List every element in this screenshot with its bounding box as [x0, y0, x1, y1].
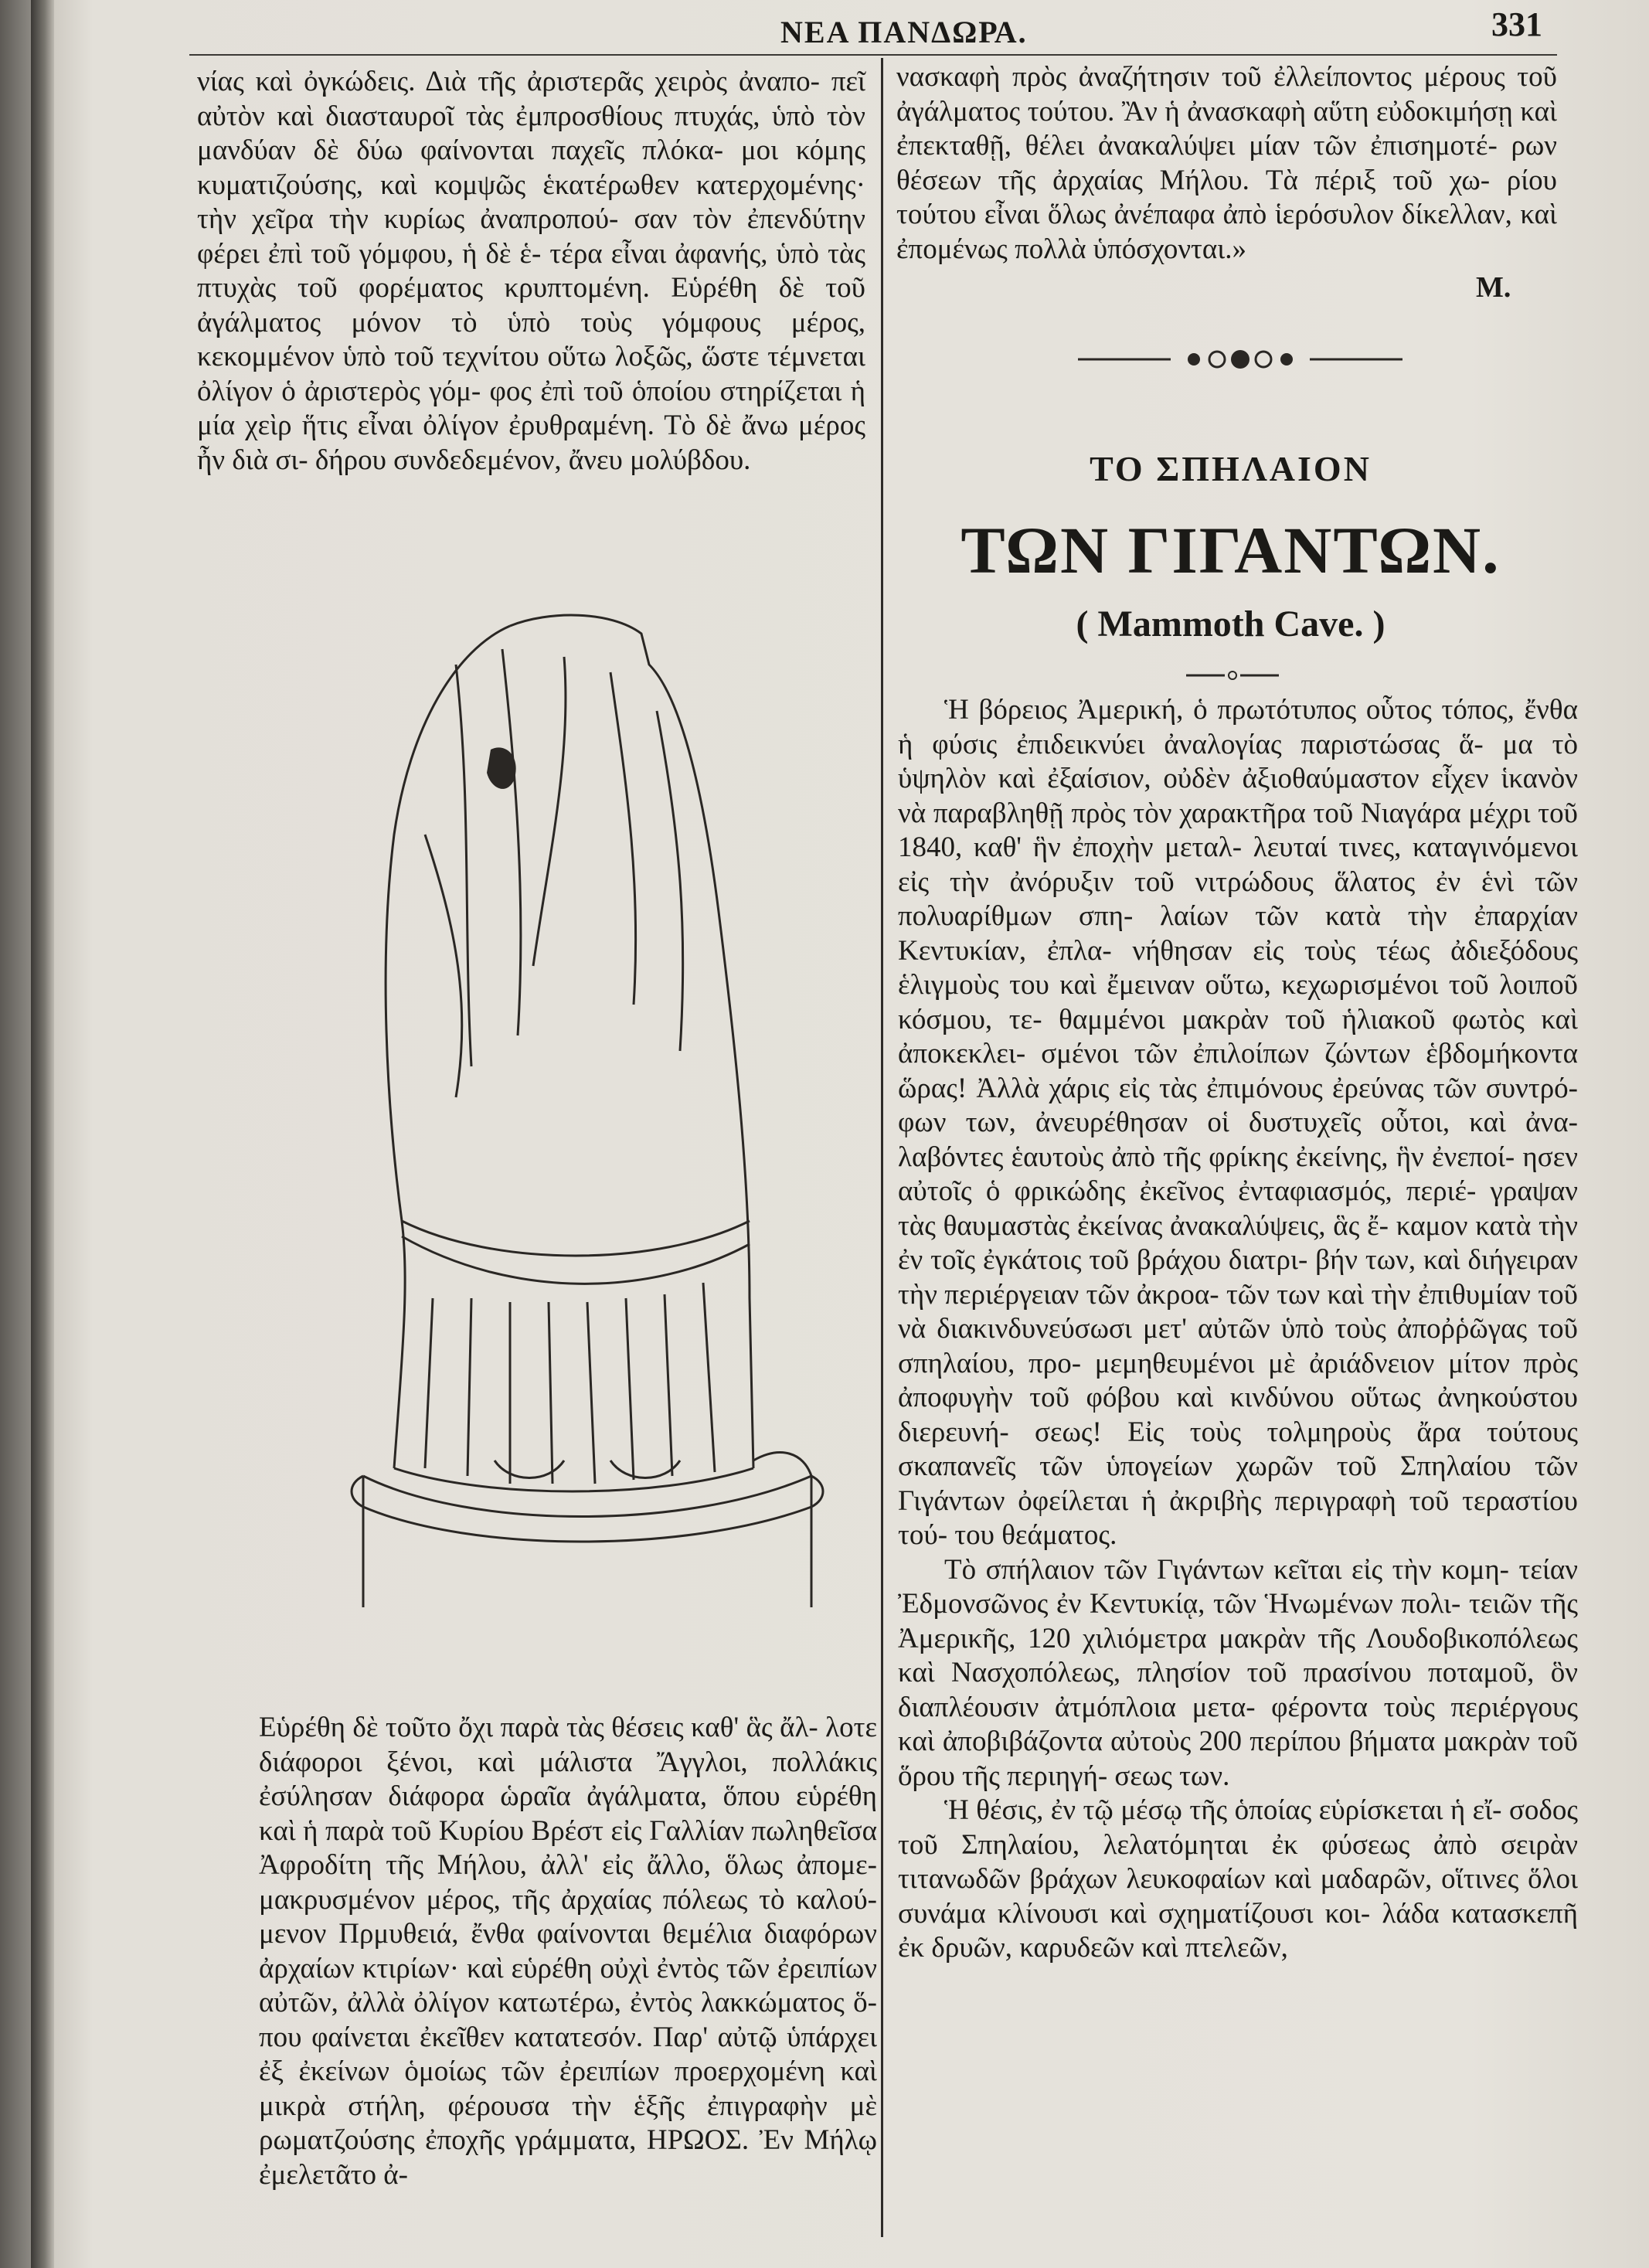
statue-illustration: [317, 603, 850, 1661]
statue-outline-right: [510, 615, 753, 1468]
discovery-paragraph: Εὑρέθη δὲ τοῦτο ὄχι παρὰ τὰς θέσεις καθ' ἃς ἄλ- λοτε διάφοροι ξένοι, καὶ μάλιστα Ἄγγλοι, πολλάκις ἐσύλησαν διάφορα ὡραῖα ἀγάλματα, ὅπου εὑρέθη καὶ ἡ παρὰ τοῦ Κυρίου Βρέστ εἰς Γαλλίαν πωληθεῖσα Ἀφροδίτη τῆς Μήλου, ἀλλ' εἰς ἄλλο, ὅλως ἀπομε- μακρυσμένον μέρος, τῆς ἀρχαίας πόλεως τὸ καλού- μενον Πρμυθειά, ἔνθα φαίνονται θεμέλια διαφόρων ἀρχαίων κτιρίων· καὶ εὑρέθη οὐχὶ ἐντὸς τῶν ἐρειπίων αὐτῶν, ἀλλὰ ὀλίγον κατωτέρω, ἐντὸς λακκώματος ὅ- που φαίνεται ἐκεῖθεν κατατεσόν. Παρ' αὐτῷ ὑπάρχει ἐξ ἐκείνων ὁμοίως τῶν ἐρειπίων προερχομένη καὶ μικρὰ στήλη, φέρουσα τὴν ἑξῆς ἐπιγραφὴν μὲ ρωματζούσης ἐποχῆς γράμματα, ΗΡΩΟΣ. Ἐν Μήλῳ ἐμελετᾶτο ἀ-: [259, 1712, 877, 2191]
statue-base: [363, 1453, 811, 1517]
running-head-title: ΝΕΑ ΠΑΝΔΩΡΑ.: [780, 15, 1028, 49]
section-ornament: [1078, 344, 1402, 375]
author-signature: Μ.: [1476, 271, 1511, 304]
left-column-bottom-text: [259, 1711, 877, 2192]
article-subtitle: ( Mammoth Cave. ): [1076, 604, 1386, 644]
draped-statue-drawing: [317, 603, 850, 1661]
header-rule: [189, 54, 1557, 56]
right-column-top-text: [896, 60, 1557, 267]
article-heading-line-2: ΤΩΝ ΓΙΓΑΝΤΩΝ.: [960, 513, 1501, 587]
subtitle-rule: [1186, 670, 1279, 681]
article-paragraph-3: Ἡ θέσις, ἐν τῷ μέσῳ τῆς ὁποίας εὑρίσκεται ἡ εἴ- σοδος τοῦ Σπηλαίου, λελατόμηται ἐκ φύσεως ἀπὸ σειρὰν τιτανωδῶν βράχων λευκοφαίων καὶ μαδαρῶν, οἵτινες ὅλοι συνάμα κλίνουσι καὶ σχηματίζουσι κοι- λάδα κατασκεπῆ ἐκ δρυῶν, καρυδεῶν καὶ πτελεῶν,: [898, 1794, 1578, 1964]
statue-description-paragraph: νίας καὶ ὀγκώδεις. Διὰ τῆς ἀριστερᾶς χειρὸς ἀναπο- πεῖ αὐτὸν καὶ διασταυροῖ τὰς ἐμπροσθίους πτυχάς, ὑπὸ τὸν μανδύαν δὲ δύω φαίνονται παχεῖς πλόκα- μοι κόμης κυματιζούσης, καὶ κομψῶς ἑκατέρωθεν κατερχομένης· τὴν χεῖρα τὴν κυρίως ἀναπροπού- σαν τὸν ἐπενδύτην φέρει ἐπὶ τοῦ γόμφου, ἡ δὲ ἑ- τέρα εἶναι ἀφανής, ὑπὸ τὰς πτυχὰς τοῦ φορέματος κρυπτομένη. Εὑρέθη δὲ τοῦ ἀγάλματος μόνον τὸ ὑπὸ τοὺς γόμφους μέρος, κεκομμένον ὑπὸ τοῦ τεχνίτου οὕτω λοξῶς, ὥστε τέμνεται ὀλίγον ὁ ἀριστερὸς γόμ- φος ἐπὶ τοῦ ὁποίου στηρίζεται ἡ μία χεὶρ ἥτις εἶναι ὀλίγον ἐρυθραμένη. Τὸ δὲ ἄνω μέρος ἦν διὰ σι- δήρου συνδεδεμένον, ἄνευ μολύβδου.: [197, 66, 865, 476]
article-paragraph-1: Ἡ βόρειος Ἀμερική, ὁ πρωτότυπος οὗτος τόπος, ἔνθα ἡ φύσις ἐπιδεικνύει ἀναλογίας παριστώσας ἅ- μα τὸ ὑψηλὸν καὶ ἐξαίσιον, οὐδὲν ἀξιοθαύμαστον εἶχεν ἱκανὸν νὰ παραβληθῇ πρὸς τὸν χαρακτῆρα τοῦ Νιαγάρα μέχρι τοῦ 1840, καθ' ἣν ἐποχὴν μεταλ- λευταί τινες, καταγινόμενοι εἰς τὴν ἀνόρυξιν τοῦ νιτρώδους ἅλατος ἐν ἑνὶ τῶν πολυαρίθμων σπη- λαίων τῶν κατὰ τὴν ἐπαρχίαν Κεντυκίαν, ἐπλα- νήθησαν εἰς τοὺς τέως ἀδιεξόδους ἑλιγμοὺς του καὶ ἔμειναν οὕτω, κεχωρισμένοι τοῦ λοιποῦ κόσμου, τε- θαμμένοι μακρὰν τοῦ ἡλιακοῦ φωτὸς καὶ ἀποκεκλει- σμένοι τῶν ἐπιλοίπων ζώντων ἑβδομήκοντα ὥρας! Ἀλλὰ χάρις εἰς τὰς ἐπιμόνους ἐρεύνας τῶν συντρό- φων των, ἀνευρέθησαν οἱ δυστυχεῖς οὗτοι, καὶ ἀνα- λαβόντες ἑαυτοὺς ἀπὸ τῆς φρίκης ἐκείνης, ἣν ἐνεποί- ησεν αὐτοῖς ὁ φρικώδης ἐκεῖνος ἐνταφιασμός, περιέ- γραψαν τὰς θαυμαστὰς ἐκείνας ἀνακαλύψεις, ἃς ἔ- καμον κατὰ τὴν ἐν τοῖς ἐγκάτοις τοῦ βράχου διατρι- βήν των, καὶ διήγειραν τὴν περιέργειαν τῶν ἀκροα- τῶν των καὶ τὴν ἐπιθυμίαν τοῦ νὰ διακινδυνεύσωσι μετ' αὐτῶν ὑπὸ τοὺς ἀποῤῥῶγας τοῦ σπηλαίου, προ- μεμηθευμένοι μὲ ἀριάδνειον μίτον πρὸς ἀποφυγὴν τοῦ φόβου καὶ κινδύνου οὕτως ἀνηκούστου διερευνή- σεως! Εἰς τοὺς τολμηροὺς ἄρα τούτους σκαπανεῖς τῶν ὑπογείων χωρῶν τοῦ Σπηλαίου τῶν Γιγάντων ὀφείλεται ἡ ἀκριβὴς περιγραφὴ τοῦ τεραστίου τού- του θεάματος.: [898, 694, 1578, 1551]
excavation-paragraph: νασκαφὴ πρὸς ἀναζήτησιν τοῦ ἐλλείποντος μέρους τοῦ ἀγάλματος τούτου. Ἂν ἡ ἀνασκαφὴ αὕτη εὐδοκιμήσῃ καὶ ἐπεκταθῇ, θέλει ἀνακαλύψει μίαν τῶν ἐπισημοτέ- ρων θέσεων τῆς ἀρχαίας Μήλου. Τὰ πέριξ τοῦ χω- ρίου τούτου εἶναι ὅλως ἀνέπαφα ἀπὸ ἱερόσυλον δίκελλαν, καὶ ἐπομένως πολλὰ ὑπόσχονται.»: [896, 61, 1557, 265]
article-paragraph-2: Τὸ σπήλαιον τῶν Γιγάντων κεῖται εἰς τὴν κομη- τείαν Ἐδμονσῶνος ἐν Κεντυκίᾳ, τῶν Ἡνωμένων πολι- τειῶν τῆς Ἀμερικῆς, 120 χιλιόμετρα μακρὰν τῆς Λουδοβικοπόλεως καὶ Νασχοπόλεως, πλησίον τοῦ πρασίνου ποταμοῦ, ὃν διαπλέουσιν ἀτμόπλοια μετα- φέροντα τοὺς περιέργους καὶ ἀποβιβάζοντα αὐτοὺς 200 περίπου βήματα μακρὰν τοῦ ὅρου τῆς περιηγή- σεως των.: [898, 1553, 1578, 1792]
column-divider: [881, 58, 883, 2237]
article-heading-line-1: ΤΟ ΣΠΗΛΑΙΟΝ: [1090, 449, 1372, 488]
left-column-top-text: [197, 65, 865, 478]
page-number: 331: [1491, 5, 1542, 43]
book-spine: [31, 0, 54, 2268]
right-column-article-body: [898, 693, 1578, 1966]
